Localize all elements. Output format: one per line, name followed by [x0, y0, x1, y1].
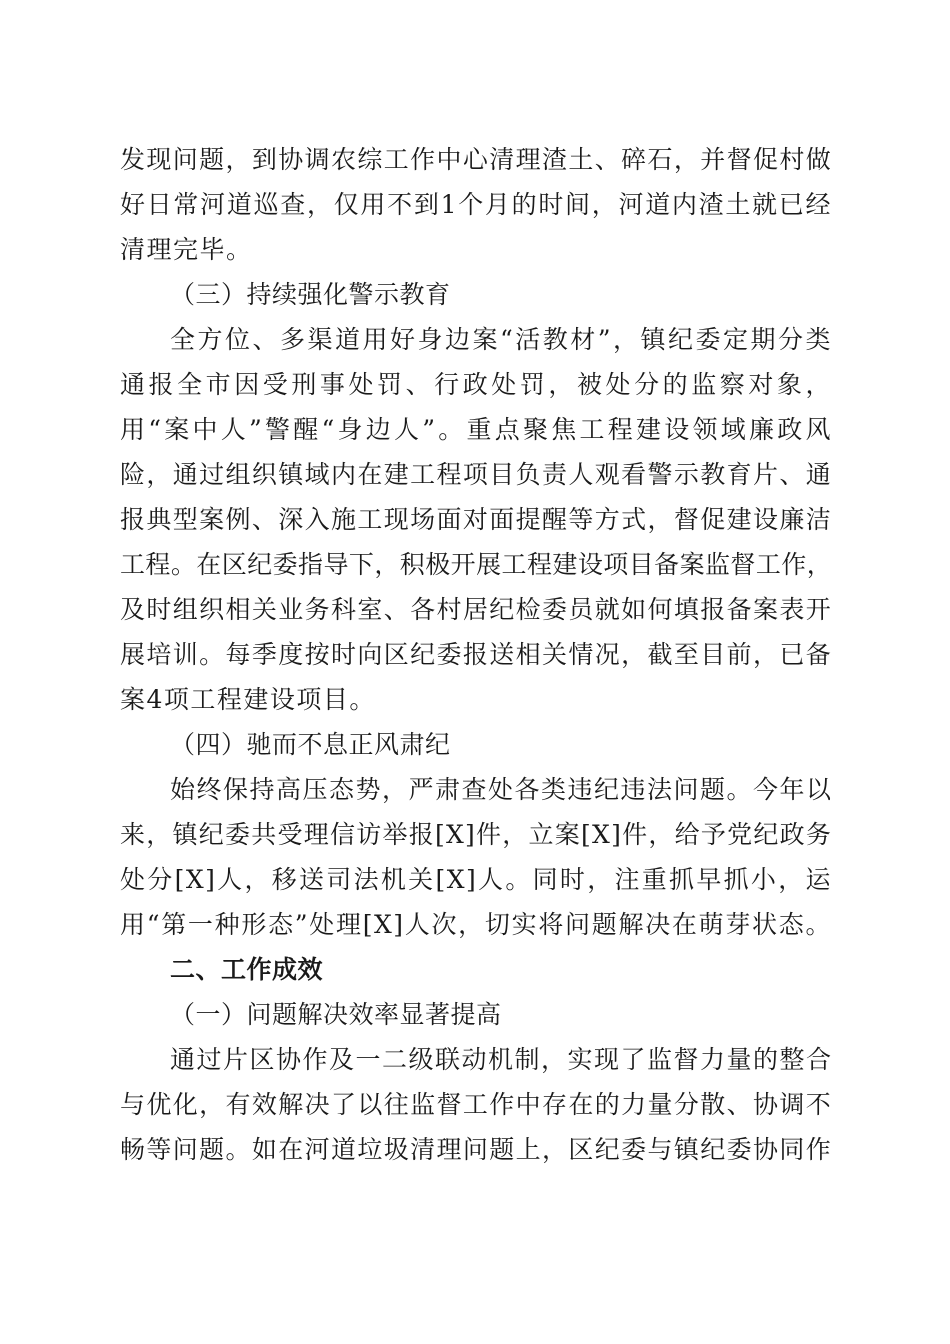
paragraph-line: 畅等问题。如在河道垃圾清理问题上，区纪委与镇纪委协同作 [120, 1135, 832, 1164]
paragraph-line: 全方位、多渠道用好身边案“活教材”，镇纪委定期分类 [170, 325, 832, 354]
section-heading: （三）持续强化警示教育 [170, 280, 451, 309]
paragraph-line: 通过片区协作及一二级联动机制，实现了监督力量的整合 [170, 1045, 833, 1074]
paragraph-line: 清理完毕。 [120, 235, 253, 264]
paragraph-line: 发现问题，到协调农综工作中心清理渣土、碎石，并督促村做 [120, 145, 832, 174]
paragraph-line: 案4项工程建设项目。 [120, 685, 376, 714]
paragraph-line: 险，通过组织镇域内在建工程项目负责人观看警示教育片、通 [120, 460, 832, 489]
chapter-heading: 二、工作成效 [170, 955, 324, 984]
paragraph-line: 用“第一种形态”处理[X]人次，切实将问题解决在萌芽状态。 [120, 910, 832, 939]
paragraph-line: 及时组织相关业务科室、各村居纪检委员就如何填报备案表开 [120, 595, 832, 624]
paragraph-line: 来，镇纪委共受理信访举报[X]件，立案[X]件，给予党纪政务 [120, 820, 833, 849]
paragraph-line: 工程。在区纪委指导下，积极开展工程建设项目备案监督工作， [120, 550, 832, 579]
paragraph-line: 通报全市因受刑事处罚、行政处罚，被处分的监察对象， [120, 370, 832, 399]
section-heading: （四）驰而不息正风肃纪 [170, 730, 451, 759]
paragraph-line: 展培训。每季度按时向区纪委报送相关情况，截至目前，已备 [120, 640, 832, 669]
paragraph-line: 始终保持高压态势，严肃查处各类违纪违法问题。今年以 [170, 775, 833, 804]
section-heading: （一）问题解决效率显著提高 [170, 1000, 502, 1029]
paragraph-line: 好日常河道巡查，仅用不到1个月的时间，河道内渣土就已经 [120, 190, 832, 219]
paragraph-line: 与优化，有效解决了以往监督工作中存在的力量分散、协调不 [120, 1090, 832, 1119]
paragraph-line: 处分[X]人，移送司法机关[X]人。同时，注重抓早抓小，运 [120, 865, 832, 894]
paragraph-line: 报典型案例、深入施工现场面对面提醒等方式，督促建设廉洁 [120, 505, 832, 534]
paragraph-line: 用“案中人”警醒“身边人”。重点聚焦工程建设领域廉政风 [120, 415, 832, 444]
